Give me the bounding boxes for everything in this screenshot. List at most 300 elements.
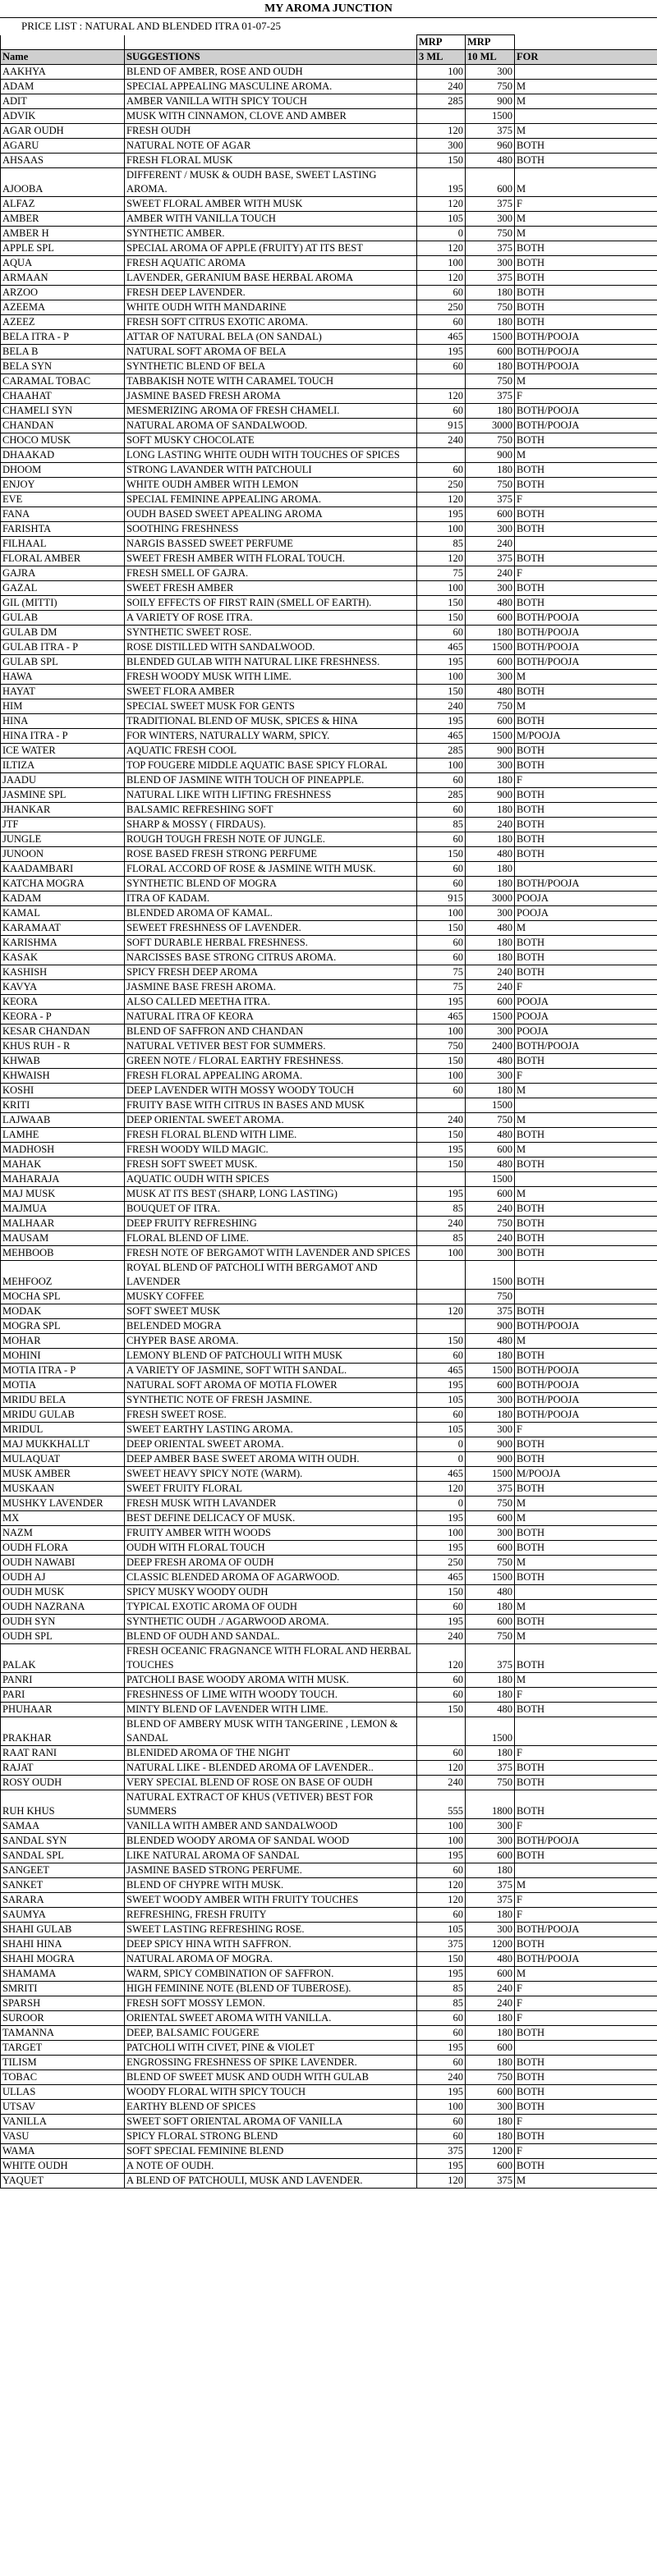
- cell-name: YAQUET: [1, 2174, 125, 2189]
- table-row: [1, 2100, 657, 2115]
- cell-for: BOTH: [515, 759, 657, 773]
- cell-for: BOTH: [515, 1349, 657, 1364]
- cell-price-10ml: 300: [466, 1393, 515, 1408]
- cell-name: KEORA: [1, 995, 125, 1010]
- cell-price-3ml: 240: [417, 699, 466, 714]
- cell-price-3ml: 195: [417, 507, 466, 522]
- cell-price-10ml: 1500: [466, 330, 515, 345]
- cell-price-3ml: 60: [417, 2026, 466, 2041]
- cell-suggestion: DEEP SPICY HINA WITH SAFFRON.: [125, 1937, 417, 1952]
- cell-suggestion: BLENDED WOODY AROMA OF SANDAL WOOD: [125, 1834, 417, 1849]
- cell-price-10ml: 180: [466, 2129, 515, 2144]
- table-row: [1, 1673, 657, 1688]
- cell-for: M/POOJA: [515, 729, 657, 744]
- cell-name: OUDH NAWABI: [1, 1556, 125, 1570]
- cell-price-3ml: 150: [417, 847, 466, 862]
- table-row: [1, 714, 657, 729]
- cell-name: JUNOON: [1, 847, 125, 862]
- cell-suggestion: MUSK WITH CINNAMON, CLOVE AND AMBER: [125, 109, 417, 124]
- cell-name: MAJ MUKKHALLT: [1, 1437, 125, 1452]
- cell-price-3ml: 60: [417, 877, 466, 892]
- cell-price-3ml: 120: [417, 1878, 466, 1893]
- cell-price-10ml: 375: [466, 197, 515, 212]
- cell-name: KOSHI: [1, 1084, 125, 1098]
- cell-for: M: [515, 1113, 657, 1128]
- cell-suggestion: BLENIDED AROMA OF THE NIGHT: [125, 1746, 417, 1761]
- cell-price-3ml: 60: [417, 1746, 466, 1761]
- cell-suggestion: OUDH WITH FLORAL TOUCH: [125, 1541, 417, 1556]
- table-row: [1, 1644, 657, 1673]
- cell-name: KAVYA: [1, 980, 125, 995]
- table-row: [1, 1556, 657, 1570]
- cell-suggestion: SYNTHETIC OUDH ./ AGARWOOD AROMA.: [125, 1615, 417, 1629]
- cell-for: BOTH/POOJA: [515, 345, 657, 360]
- cell-for: POOJA: [515, 906, 657, 921]
- cell-for: BOTH: [515, 1541, 657, 1556]
- cell-name: HAWA: [1, 670, 125, 685]
- cell-name: MADHOSH: [1, 1143, 125, 1157]
- table-row: [1, 478, 657, 493]
- cell-for: BOTH/POOJA: [515, 1834, 657, 1849]
- cell-price-10ml: 180: [466, 1673, 515, 1688]
- cell-for: M: [515, 94, 657, 109]
- cell-price-3ml: 60: [417, 936, 466, 951]
- cell-suggestion: SOFT SWEET MUSK: [125, 1304, 417, 1319]
- cell-name: ICE WATER: [1, 744, 125, 759]
- cell-price-3ml: 465: [417, 1364, 466, 1378]
- table-row: [1, 1467, 657, 1482]
- table-row: [1, 892, 657, 906]
- cell-suggestion: SPECIAL FEMININE APPEALING AROMA.: [125, 493, 417, 507]
- cell-name: OUDH MUSK: [1, 1585, 125, 1600]
- cell-for: BOTH: [515, 685, 657, 699]
- cell-price-10ml: 300: [466, 1069, 515, 1084]
- cell-name: PRAKHAR: [1, 1717, 125, 1746]
- cell-name: KEORA - P: [1, 1010, 125, 1024]
- cell-for: BOTH: [515, 965, 657, 980]
- cell-price-10ml: 750: [466, 1556, 515, 1570]
- cell-price-10ml: 750: [466, 374, 515, 389]
- cell-name: AHSAAS: [1, 154, 125, 168]
- cell-for: F: [515, 1819, 657, 1834]
- table-row: [1, 1982, 657, 1996]
- cell-for: F: [515, 980, 657, 995]
- cell-name: KASAK: [1, 951, 125, 965]
- cell-price-10ml: 375: [466, 1761, 515, 1776]
- cell-price-10ml: 900: [466, 788, 515, 803]
- cell-price-10ml: 300: [466, 1024, 515, 1039]
- cell-suggestion: BLEND OF OUDH AND SANDAL.: [125, 1629, 417, 1644]
- table-row: [1, 1202, 657, 1217]
- table-row: [1, 980, 657, 995]
- cell-price-3ml: 465: [417, 640, 466, 655]
- cell-name: ARMAAN: [1, 271, 125, 286]
- cell-suggestion: BLEND OF CHYPRE WITH MUSK.: [125, 1878, 417, 1893]
- cell-price-3ml: 150: [417, 1334, 466, 1349]
- cell-for: BOTH: [515, 1304, 657, 1319]
- cell-price-3ml: 465: [417, 330, 466, 345]
- cell-suggestion: SPICY FRESH DEEP AROMA: [125, 965, 417, 980]
- cell-price-3ml: [417, 1261, 466, 1290]
- table-row: [1, 1143, 657, 1157]
- cell-price-3ml: 150: [417, 1952, 466, 1967]
- cell-price-10ml: 1500: [466, 1261, 515, 1290]
- cell-suggestion: ROSE BASED FRESH STRONG PERFUME: [125, 847, 417, 862]
- table-row: [1, 1290, 657, 1304]
- cell-price-10ml: 180: [466, 626, 515, 640]
- column-header-suggestions: SUGGESTIONS: [125, 50, 417, 65]
- cell-price-3ml: 465: [417, 729, 466, 744]
- cell-name: BELA B: [1, 345, 125, 360]
- cell-price-10ml: 1500: [466, 109, 515, 124]
- cell-for: BOTH/POOJA: [515, 1408, 657, 1423]
- cell-for: BOTH/POOJA: [515, 1923, 657, 1937]
- cell-for: [515, 1717, 657, 1746]
- cell-name: MAUSAM: [1, 1231, 125, 1246]
- cell-name: GAZAL: [1, 581, 125, 596]
- table-row: [1, 640, 657, 655]
- cell-price-10ml: 375: [466, 1878, 515, 1893]
- cell-name: MRIDUL: [1, 1423, 125, 1437]
- cell-price-10ml: 180: [466, 877, 515, 892]
- table-row: [1, 1246, 657, 1261]
- cell-suggestion: BOUQUET OF ITRA.: [125, 1202, 417, 1217]
- cell-price-10ml: 900: [466, 1319, 515, 1334]
- cell-price-10ml: 375: [466, 1893, 515, 1908]
- cell-price-10ml: 180: [466, 2011, 515, 2026]
- cell-name: SHAHI HINA: [1, 1937, 125, 1952]
- cell-price-10ml: 480: [466, 1157, 515, 1172]
- cell-price-10ml: 750: [466, 478, 515, 493]
- cell-price-3ml: 100: [417, 522, 466, 537]
- cell-for: BOTH: [515, 1217, 657, 1231]
- cell-name: JHANKAR: [1, 803, 125, 818]
- cell-price-10ml: 300: [466, 212, 515, 227]
- cell-name: GULAB DM: [1, 626, 125, 640]
- cell-price-10ml: 300: [466, 906, 515, 921]
- cell-suggestion: BLEND OF SAFFRON AND CHANDAN: [125, 1024, 417, 1039]
- cell-suggestion: AQUATIC OUDH WITH SPICES: [125, 1172, 417, 1187]
- cell-price-3ml: 60: [417, 315, 466, 330]
- cell-suggestion: EARTHY BLEND OF SPICES: [125, 2100, 417, 2115]
- table-row: [1, 404, 657, 419]
- cell-price-10ml: 180: [466, 315, 515, 330]
- cell-price-3ml: 285: [417, 94, 466, 109]
- cell-suggestion: HIGH FEMININE NOTE (BLEND OF TUBEROSE).: [125, 1982, 417, 1996]
- cell-price-3ml: 105: [417, 1393, 466, 1408]
- table-row: [1, 419, 657, 433]
- cell-name: AZEEMA: [1, 300, 125, 315]
- cell-suggestion: ROUGH TOUGH FRESH NOTE OF JUNGLE.: [125, 832, 417, 847]
- table-row: [1, 906, 657, 921]
- cell-name: GULAB: [1, 611, 125, 626]
- cell-price-3ml: 195: [417, 2159, 466, 2174]
- cell-name: AMBER: [1, 212, 125, 227]
- cell-name: KHUS RUH - R: [1, 1039, 125, 1054]
- table-row: [1, 227, 657, 241]
- cell-suggestion: SWEET FLORAL AMBER WITH MUSK: [125, 197, 417, 212]
- cell-suggestion: BALSAMIC REFRESHING SOFT: [125, 803, 417, 818]
- cell-name: PANRI: [1, 1673, 125, 1688]
- cell-price-10ml: 240: [466, 1982, 515, 1996]
- cell-price-10ml: 600: [466, 2041, 515, 2056]
- cell-suggestion: FRESHNESS OF LIME WITH WOODY TOUCH.: [125, 1688, 417, 1703]
- cell-price-3ml: 195: [417, 2041, 466, 2056]
- cell-suggestion: ATTAR OF NATURAL BELA (ON SANDAL): [125, 330, 417, 345]
- header-row-mrp: [1, 35, 657, 50]
- cell-name: JASMINE SPL: [1, 788, 125, 803]
- header-blank-for: [515, 35, 657, 50]
- cell-suggestion: REFRESHING, FRESH FRUITY: [125, 1908, 417, 1923]
- cell-price-3ml: 60: [417, 2011, 466, 2026]
- cell-name: HINA ITRA - P: [1, 729, 125, 744]
- cell-for: F: [515, 1746, 657, 1761]
- cell-suggestion: DIFFERENT / MUSK & OUDH BASE, SWEET LASTING AROMA.: [125, 168, 417, 197]
- cell-price-3ml: 195: [417, 1541, 466, 1556]
- cell-suggestion: ITRA OF KADAM.: [125, 892, 417, 906]
- cell-for: BOTH: [515, 581, 657, 596]
- cell-for: BOTH: [515, 2100, 657, 2115]
- cell-price-3ml: 60: [417, 951, 466, 965]
- cell-for: M: [515, 168, 657, 197]
- table-row: [1, 256, 657, 271]
- cell-for: M: [515, 124, 657, 139]
- cell-name: OUDH NAZRANA: [1, 1600, 125, 1615]
- cell-suggestion: DEEP AMBER BASE SWEET AROMA WITH OUDH.: [125, 1452, 417, 1467]
- table-row: [1, 139, 657, 154]
- cell-price-10ml: 375: [466, 241, 515, 256]
- cell-suggestion: NATURAL VETIVER BEST FOR SUMMERS.: [125, 1039, 417, 1054]
- table-row: [1, 1084, 657, 1098]
- cell-name: CHANDAN: [1, 419, 125, 433]
- table-row: [1, 2070, 657, 2085]
- cell-for: M: [515, 1143, 657, 1157]
- cell-price-10ml: 600: [466, 1967, 515, 1982]
- cell-price-3ml: 250: [417, 300, 466, 315]
- cell-name: DHOOM: [1, 463, 125, 478]
- cell-name: SMRITI: [1, 1982, 125, 1996]
- cell-price-3ml: 150: [417, 1157, 466, 1172]
- cell-price-10ml: 600: [466, 611, 515, 626]
- cell-suggestion: BLEND OF SWEET MUSK AND OUDH WITH GULAB: [125, 2070, 417, 2085]
- cell-suggestion: DEEP ORIENTAL SWEET AROMA.: [125, 1437, 417, 1452]
- cell-price-3ml: 60: [417, 360, 466, 374]
- cell-name: SANKET: [1, 1878, 125, 1893]
- cell-price-3ml: [417, 1319, 466, 1334]
- cell-price-10ml: 300: [466, 1246, 515, 1261]
- cell-suggestion: DEEP LAVENDER WITH MOSSY WOODY TOUCH: [125, 1084, 417, 1098]
- cell-for: M/POOJA: [515, 1467, 657, 1482]
- cell-price-10ml: 1500: [466, 1098, 515, 1113]
- cell-price-3ml: 60: [417, 626, 466, 640]
- cell-for: POOJA: [515, 892, 657, 906]
- cell-price-3ml: 0: [417, 1452, 466, 1467]
- cell-price-3ml: 240: [417, 433, 466, 448]
- cell-name: MOGRA SPL: [1, 1319, 125, 1334]
- cell-name: MULAQUAT: [1, 1452, 125, 1467]
- cell-for: BOTH: [515, 241, 657, 256]
- table-row: [1, 1261, 657, 1290]
- table-row: [1, 154, 657, 168]
- cell-price-10ml: 900: [466, 448, 515, 463]
- cell-name: KHWAISH: [1, 1069, 125, 1084]
- cell-name: NAZM: [1, 1526, 125, 1541]
- cell-price-10ml: 900: [466, 1452, 515, 1467]
- cell-suggestion: FLORAL ACCORD OF ROSE & JASMINE WITH MUSK.: [125, 862, 417, 877]
- table-row: [1, 596, 657, 611]
- cell-price-10ml: 300: [466, 1834, 515, 1849]
- cell-suggestion: NATURAL ITRA OF KEORA: [125, 1010, 417, 1024]
- cell-name: FARISHTA: [1, 522, 125, 537]
- table-row: [1, 315, 657, 330]
- cell-price-10ml: 180: [466, 2115, 515, 2129]
- cell-suggestion: SPECIAL SWEET MUSK FOR GENTS: [125, 699, 417, 714]
- cell-for: BOTH: [515, 315, 657, 330]
- cell-price-10ml: 750: [466, 1776, 515, 1790]
- cell-for: BOTH: [515, 286, 657, 300]
- cell-price-10ml: 375: [466, 124, 515, 139]
- table-row: [1, 345, 657, 360]
- cell-price-10ml: 600: [466, 345, 515, 360]
- cell-for: F: [515, 1423, 657, 1437]
- cell-price-3ml: 60: [417, 1600, 466, 1615]
- cell-price-3ml: 150: [417, 921, 466, 936]
- cell-for: BOTH: [515, 818, 657, 832]
- cell-price-10ml: 3000: [466, 892, 515, 906]
- cell-price-10ml: 240: [466, 537, 515, 552]
- cell-price-10ml: 600: [466, 168, 515, 197]
- cell-suggestion: NATURAL LIKE - BLENDED AROMA OF LAVENDER..: [125, 1761, 417, 1776]
- table-row: [1, 2115, 657, 2129]
- table-row: [1, 1996, 657, 2011]
- cell-suggestion: TABBAKISH NOTE WITH CARAMEL TOUCH: [125, 374, 417, 389]
- cell-price-3ml: 60: [417, 832, 466, 847]
- cell-suggestion: SOILY EFFECTS OF FIRST RAIN (SMELL OF EARTH).: [125, 596, 417, 611]
- table-row: [1, 1172, 657, 1187]
- cell-suggestion: A VARIETY OF JASMINE, SOFT WITH SANDAL.: [125, 1364, 417, 1378]
- cell-suggestion: A BLEND OF PATCHOULI, MUSK AND LAVENDER.: [125, 2174, 417, 2189]
- cell-price-3ml: 60: [417, 862, 466, 877]
- table-row: [1, 2026, 657, 2041]
- cell-price-3ml: 250: [417, 1556, 466, 1570]
- table-row: [1, 581, 657, 596]
- table-row: [1, 300, 657, 315]
- cell-price-10ml: 300: [466, 1423, 515, 1437]
- header-row-columns: [1, 50, 657, 65]
- cell-price-10ml: 240: [466, 1231, 515, 1246]
- cell-price-3ml: 60: [417, 2056, 466, 2070]
- cell-price-3ml: 60: [417, 1408, 466, 1423]
- cell-price-3ml: 240: [417, 1629, 466, 1644]
- cell-suggestion: NATURAL AROMA OF MOGRA.: [125, 1952, 417, 1967]
- cell-name: LAJWAAB: [1, 1113, 125, 1128]
- cell-price-3ml: 100: [417, 1834, 466, 1849]
- table-row: [1, 552, 657, 566]
- cell-name: SAMAA: [1, 1819, 125, 1834]
- cell-price-3ml: 85: [417, 818, 466, 832]
- cell-suggestion: SWEET WOODY AMBER WITH FRUITY TOUCHES: [125, 1893, 417, 1908]
- cell-suggestion: FRUITY BASE WITH CITRUS IN BASES AND MUSK: [125, 1098, 417, 1113]
- cell-price-3ml: 195: [417, 655, 466, 670]
- cell-price-3ml: [417, 1098, 466, 1113]
- cell-price-10ml: 480: [466, 847, 515, 862]
- cell-price-3ml: 60: [417, 404, 466, 419]
- cell-name: MOTIA ITRA - P: [1, 1364, 125, 1378]
- cell-name: WHITE OUDH: [1, 2159, 125, 2174]
- table-row: [1, 1408, 657, 1423]
- cell-price-10ml: 750: [466, 1290, 515, 1304]
- cell-suggestion: TRADITIONAL BLEND OF MUSK, SPICES & HINA: [125, 714, 417, 729]
- cell-suggestion: NATURAL SOFT AROMA OF BELA: [125, 345, 417, 360]
- cell-for: BOTH: [515, 847, 657, 862]
- cell-price-10ml: 180: [466, 1908, 515, 1923]
- cell-name: RAAT RANI: [1, 1746, 125, 1761]
- table-row: [1, 1497, 657, 1511]
- cell-name: SANDAL SPL: [1, 1849, 125, 1863]
- cell-suggestion: SWEET EARTHY LASTING AROMA.: [125, 1423, 417, 1437]
- cell-name: ARZOO: [1, 286, 125, 300]
- cell-name: BELA ITRA - P: [1, 330, 125, 345]
- cell-for: F: [515, 1688, 657, 1703]
- cell-for: BOTH: [515, 744, 657, 759]
- cell-suggestion: BELENDED MOGRA: [125, 1319, 417, 1334]
- cell-price-3ml: 60: [417, 773, 466, 788]
- cell-for: BOTH: [515, 1128, 657, 1143]
- cell-price-3ml: 100: [417, 581, 466, 596]
- cell-name: SANDAL SYN: [1, 1834, 125, 1849]
- cell-name: AQUA: [1, 256, 125, 271]
- cell-price-10ml: 480: [466, 1054, 515, 1069]
- cell-for: M: [515, 1629, 657, 1644]
- cell-price-3ml: 195: [417, 995, 466, 1010]
- cell-suggestion: FRESH SOFT MOSSY LEMON.: [125, 1996, 417, 2011]
- cell-price-3ml: 120: [417, 241, 466, 256]
- table-row: [1, 2011, 657, 2026]
- table-row: [1, 847, 657, 862]
- cell-price-10ml: 300: [466, 2100, 515, 2115]
- table-row: [1, 951, 657, 965]
- cell-for: POOJA: [515, 995, 657, 1010]
- cell-price-10ml: 480: [466, 596, 515, 611]
- cell-price-10ml: 750: [466, 227, 515, 241]
- cell-suggestion: MINTY BLEND OF LAVENDER WITH LIME.: [125, 1703, 417, 1717]
- cell-suggestion: FRESH SMELL OF GAJRA.: [125, 566, 417, 581]
- cell-price-10ml: 600: [466, 2159, 515, 2174]
- table-row: [1, 1010, 657, 1024]
- table-row: [1, 818, 657, 832]
- cell-price-3ml: 375: [417, 2144, 466, 2159]
- table-row: [1, 995, 657, 1010]
- cell-suggestion: A NOTE OF OUDH.: [125, 2159, 417, 2174]
- cell-suggestion: SWEET FRUITY FLORAL: [125, 1482, 417, 1497]
- cell-suggestion: TOP FOUGERE MIDDLE AQUATIC BASE SPICY FLORAL: [125, 759, 417, 773]
- cell-for: BOTH: [515, 463, 657, 478]
- cell-name: KASHISH: [1, 965, 125, 980]
- cell-price-3ml: 915: [417, 892, 466, 906]
- cell-for: M: [515, 374, 657, 389]
- table-row: [1, 699, 657, 714]
- cell-price-10ml: 3000: [466, 419, 515, 433]
- cell-for: M: [515, 1556, 657, 1570]
- cell-for: BOTH: [515, 1644, 657, 1673]
- cell-suggestion: ORIENTAL SWEET AROMA WITH VANILLA.: [125, 2011, 417, 2026]
- cell-price-10ml: 600: [466, 1615, 515, 1629]
- cell-name: HIM: [1, 699, 125, 714]
- cell-suggestion: FRESH MUSK WITH LAVANDER: [125, 1497, 417, 1511]
- cell-price-10ml: 750: [466, 1217, 515, 1231]
- cell-price-3ml: 285: [417, 744, 466, 759]
- price-table: [0, 34, 657, 2189]
